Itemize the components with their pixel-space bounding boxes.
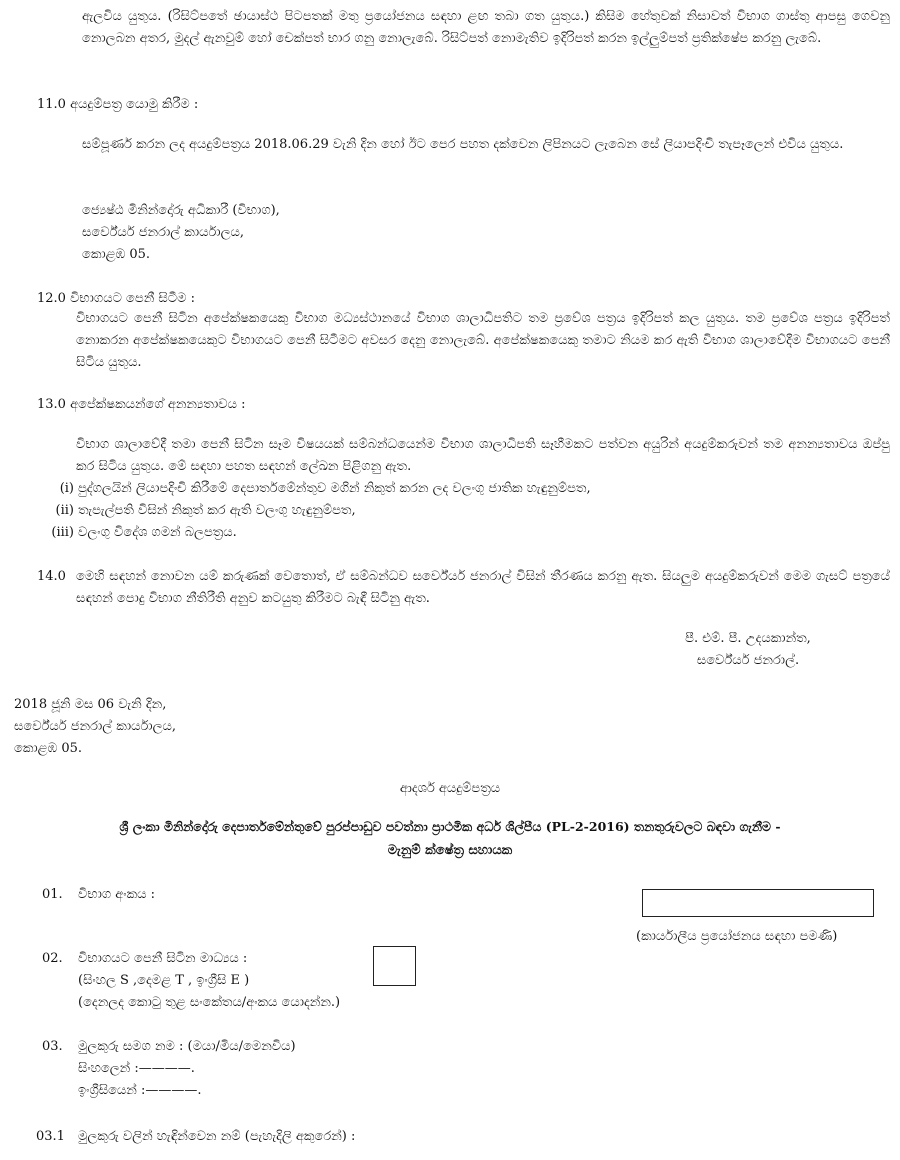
field-02-label: විභාගයට පෙනී සිටින මාධ්‍යය : <box>78 951 248 966</box>
office-use-note: (කාර්යාලීය ප්‍රයෝජනය සඳහා පමණි) <box>636 929 838 944</box>
field-03-label: මුලකුරු සමග නම : (මයා/මිය/මෙනවිය) <box>78 1039 296 1054</box>
signatory-name: පී. එම්. පී. උදයකාන්ත, <box>685 631 811 646</box>
field-02-hint: (දෙනලද කොටු තුළ සංකේතය/අංකය යොදන්න.) <box>78 995 341 1010</box>
address-block <box>82 200 280 266</box>
signature-block <box>628 628 868 672</box>
field-01-number: 01. <box>42 887 63 902</box>
section-13-paragraph: විභාග ශාලාවේදී තමා පෙනී සිටින සෑම විෂයයක් සම්බන්ධයෙන්ම විභාග ශාලාධිපති සෑහීමකට පත්වන අයුරින් අයදුම්කරුවන් තම අනන්‍යතාවය ඔප්පු කර සිටිය යුතුය. මේ සඳහා පහත සඳහන් ලේඛන පිළිගනු ඇත. <box>76 437 890 474</box>
signatory-title: සර්වේයර් ජනරාල්. <box>696 653 800 668</box>
section-14-paragraph: මෙහි සඳහන් නොවන යම් කරුණක් වෙතොත්, ඒ සම්බන්ධව සර්වේයර් ජනරාල් විසින් තීරණය කරනු ඇත. සියලුම අයදුම්කරුවන් මෙම ගැසට් පත්‍රයේ සඳහන් පොදු විභාග නීතිරීති අනුව කටයුතු කිරීමට බැඳී සිටිනු ඇත. <box>76 569 890 606</box>
exam-number-input[interactable] <box>642 889 874 917</box>
list-item-text: පුද්ගලයින් ලියාපදිංචි කිරීමේ දෙපාර්තමේන්තුව මගින් නිකුත් කරන ලද වලංගු ජාතික හැඳුනුම්පත, <box>78 481 591 496</box>
name-english-field[interactable]: ඉංග්‍රීසියෙන් :————. <box>78 1083 202 1098</box>
date-block <box>14 694 176 760</box>
form-title: ශ්‍රී ලංකා මිනින්දෝරු දෙපාර්තමේන්තුවේ පුරප්පාඩුව පවත්නා ප්‍රාථමික අර්ධ ශිල්පීය (PL-2-2016) තනතුරුවලට බඳවා ගැනීම - <box>119 819 781 834</box>
field-02-number: 02. <box>42 951 63 966</box>
list-item-number: (i) <box>59 481 74 496</box>
medium-code-input[interactable] <box>373 946 416 986</box>
section-12-paragraph: විභාගයට පෙනී සිටින අපේක්ෂකයෙකු විභාග මධ්‍යස්ථානයේ විභාග ශාලාධිපතිට තම ප්‍රවේශ පත්‍රය ඉදිරිපත් කල යුතුය. තම ප්‍රවේශ පත්‍රය ඉදිරිපත් නොකරන අපේක්ෂකයෙකුට විභාගයට පෙනී සිටීමට අවසර දෙනු නොලැබේ. අපේක්ෂකයෙකු තමාට නියම කර ඇති විභාග ශාලාවේදීම විභාගයට පෙනී සිටිය යුතුය. <box>76 311 890 370</box>
address-line: සර්වේයර් ජනරාල් කාර්යාලය, <box>82 225 244 240</box>
field-031-number: 03.1 <box>36 1129 65 1144</box>
field-03-number: 03. <box>42 1039 63 1054</box>
field-02-options: (සිංහල S ,දෙමළ T , ඉංග්‍රීසි E ) <box>78 973 250 988</box>
list-item-number: (ii) <box>55 503 74 518</box>
form-title-line2: මැනුම් ක්ෂේත්‍ර සහායක <box>387 843 513 858</box>
section-11-heading: 11.0 අයදුම්පත්‍ර යොමු කිරීම : <box>37 97 199 112</box>
office-line: සර්වේයර් ජනරාල් කාර්යාලය, <box>14 719 176 734</box>
date-line: 2018 ජූනි මස 06 වැනි දින, <box>14 697 167 712</box>
address-line: කොළඹ 05. <box>82 247 151 262</box>
intro-paragraph: ඇලවිය යුතුය. (රිසිට්පතේ ඡායාස්ථ පිටපතක් මතු ප්‍රයෝජනය සඳහා ළඟ තබා ගත යුතුය.) කිසිම හේතුවක් නිසාවත් විභාග ගාස්තු ආපසු ගෙවනු නොලබන අතර, මුදල් ඇනවුම් හෝ චෙක්පත් භාර ගනු නොලැබේ. රිසිට්පත් නොමැතිව ඉදිරිපත් කරන ඉල්ලුම්පත් ප්‍රතික්ෂේප කරනු ලැබේ. <box>82 9 890 46</box>
name-sinhala-field[interactable]: සිංහලෙන් :————. <box>78 1061 195 1076</box>
section-13-heading: 13.0 අපේක්ෂකයන්ගේ අනන්‍යතාවය : <box>37 397 246 412</box>
list-item-number: (iii) <box>51 525 74 540</box>
section-12-heading: 12.0 විභාගයට පෙනී සිටීම : <box>37 291 195 306</box>
list-item-text: තැපැල්පති විසින් නිකුත් කර ඇති වලංගු හැඳුනුම්පත, <box>78 503 356 518</box>
section-11-paragraph: සම්පූර්ණ කරන ලද අයදුම්පත්‍රය 2018.06.29 වැනි දින හෝ ඊට පෙර පහත දක්වෙන ලිපිනයට ලැබෙන සේ ලියාපදිංචි තැපෑලෙන් එවිය යුතුය. <box>82 137 844 152</box>
city-line: කොළඹ 05. <box>14 741 83 756</box>
address-line: ජ්‍යෙෂ්ඨ මිනින්දෝරු අධිකාරී (විභාග), <box>82 203 280 218</box>
section-14-number: 14.0 <box>37 569 66 584</box>
list-item-text: වලංගු විදේශ ගමන් බලපත්‍රය. <box>78 525 237 540</box>
form-subtitle: ආදර්ශ අයදුම්පත්‍රය <box>399 781 501 796</box>
field-01-label: විභාග අංකය : <box>78 887 156 902</box>
field-031-label: මුලකුරු වලින් හැඳින්වෙන නම් (පැහැදිලි අකුරෙන්) : <box>78 1129 356 1144</box>
